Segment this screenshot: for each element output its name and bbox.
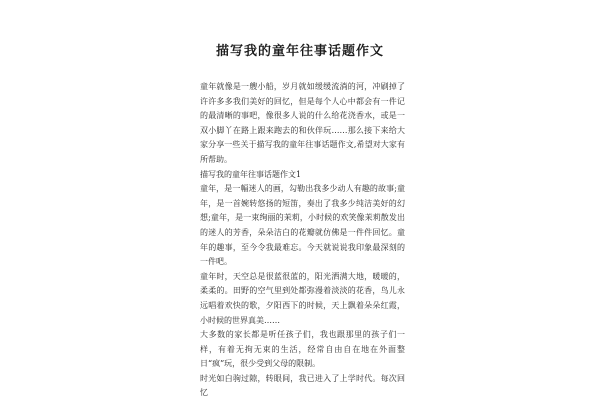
document-body	[200, 80, 405, 401]
body-paragraph: 大多数的家长都是听任孩子们，我也跟那里的孩子们一样，有着无拘无束的生活，经常自由自在地在外面整日“疯”玩，很少受到父母的限制。	[200, 330, 405, 369]
body-paragraph: 时光如白驹过隙，转眼间，我已进入了上学时代。每次回忆	[200, 373, 405, 398]
body-paragraph: 童年，是一幅迷人的画，勾勒出我多少动人有趣的故事;童年，是一首婉转悠扬的短笛，奏出了我多少纯洁美好的幻想;童年，是一束绚丽的茉莉，小时候的欢笑像茉莉散发出的迷人的芳香，朵朵洁白的花瓣就仿佛是一件件回忆。童年的趣事，至今令我最难忘。今天就说说我印象最深刻的一件吧。	[200, 184, 405, 267]
essay-heading: 描写我的童年往事话题作文1	[200, 169, 302, 179]
document-title: 描写我的童年往事话题作文	[215, 44, 384, 59]
intro-paragraph: 童年就像是一艘小船，岁月就如缓缓流淌的河，冲刷掉了许许多多我们美好的回忆，但是每个人心中都会有一件记的最清晰的事吧，像很多人说的什么给花浇香水，或是一双小脚丫在路上跟来跑去的和伙伴玩……那么接下来给大家分享一些关于描写我的童年往事话题作文,希望对大家有所帮助。	[200, 82, 405, 164]
body-paragraph: 童年时，天空总是很蓝很蓝的，阳光洒满大地，暖暖的，柔柔的。田野的空气里到处都弥漫着淡淡的花香，鸟儿永远唱着欢快的歌，夕阳西下的时候，天上飘着朵朵红霞，小时候的世界真美……	[200, 271, 405, 325]
